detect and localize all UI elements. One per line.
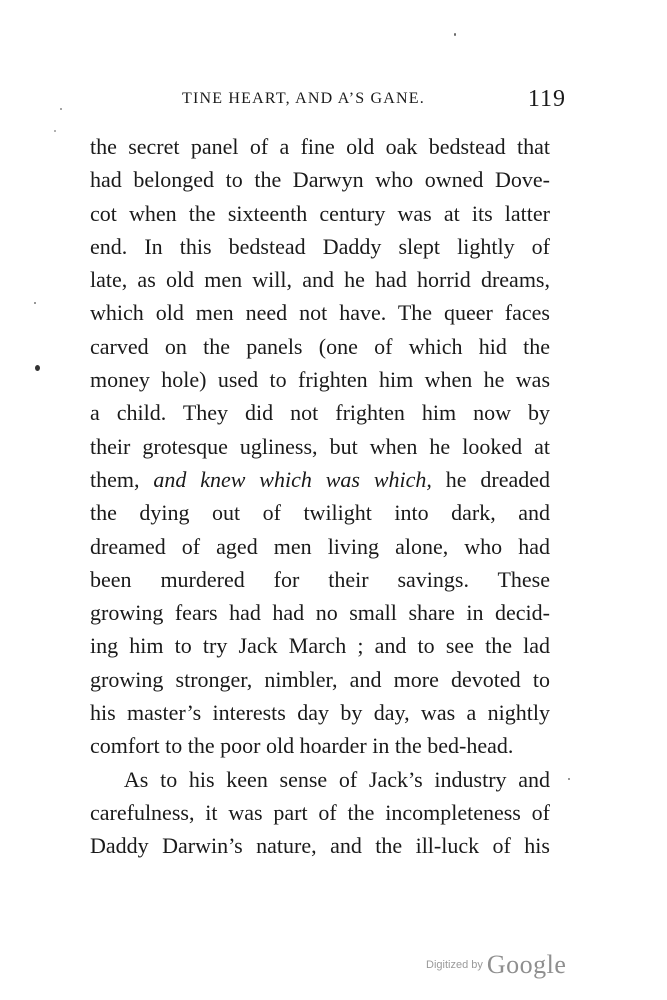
scan-speck	[34, 302, 36, 304]
text-line: their grotesque ugliness, but when he looked at	[90, 433, 550, 459]
text-run: them,	[90, 466, 154, 492]
text-line: Daddy Darwin’s nature, and the ill-luck of his	[90, 833, 550, 859]
text-line: which old men need not have. The queer faces	[90, 300, 550, 326]
digitized-by-google-watermark	[426, 950, 566, 980]
scan-speck	[35, 365, 40, 371]
text-line: money hole) used to frighten him when he was	[90, 367, 550, 393]
text-line: the secret panel of a fine old oak bedstead that	[90, 134, 550, 159]
scan-speck	[54, 130, 56, 132]
google-logo: Google	[486, 950, 567, 979]
text-line: carefulness, it was part of the incompleteness of	[90, 799, 550, 825]
running-head	[90, 86, 570, 116]
scan-speck	[454, 33, 456, 36]
body-text	[90, 130, 550, 863]
scan-speck	[568, 778, 570, 780]
watermark-prefix: Digitized by	[426, 959, 483, 971]
text-line: late, as old men will, and he had horrid dreams,	[90, 267, 550, 293]
running-title: TINE HEART, AND A’S GANE.	[182, 90, 425, 107]
text-line: a child. They did not frighten him now by	[90, 400, 550, 426]
text-line: comfort to the poor old hoarder in the bed-head.	[90, 733, 514, 759]
text-line: the dying out of twilight into dark, and	[90, 500, 550, 526]
text-line: ing him to try Jack March ; and to see the lad	[90, 633, 550, 659]
text-line: cot when the sixteenth century was at its latter	[90, 200, 550, 226]
text-line: growing stronger, nimbler, and more devoted to	[90, 666, 550, 692]
text-line-with-italic	[90, 463, 550, 496]
scan-speck	[60, 108, 62, 110]
page-number: 119	[527, 86, 566, 112]
text-line: end. In this bedstead Daddy slept lightly of	[90, 233, 550, 259]
text-line: growing fears had had no small share in decid-	[90, 600, 550, 626]
text-line: had belonged to the Darwyn who owned Dove-	[90, 167, 550, 193]
text-run: he dreaded	[431, 466, 550, 492]
italic-phrase: and knew which was which,	[153, 466, 432, 492]
text-line: dreamed of aged men living alone, who had	[90, 533, 550, 559]
text-line: carved on the panels (one of which hid the	[90, 333, 550, 359]
text-line: his master’s interests day by day, was a nightly	[90, 700, 550, 726]
text-line: As to his keen sense of Jack’s industry and	[90, 766, 550, 792]
text-line: been murdered for their savings. These	[90, 566, 550, 592]
